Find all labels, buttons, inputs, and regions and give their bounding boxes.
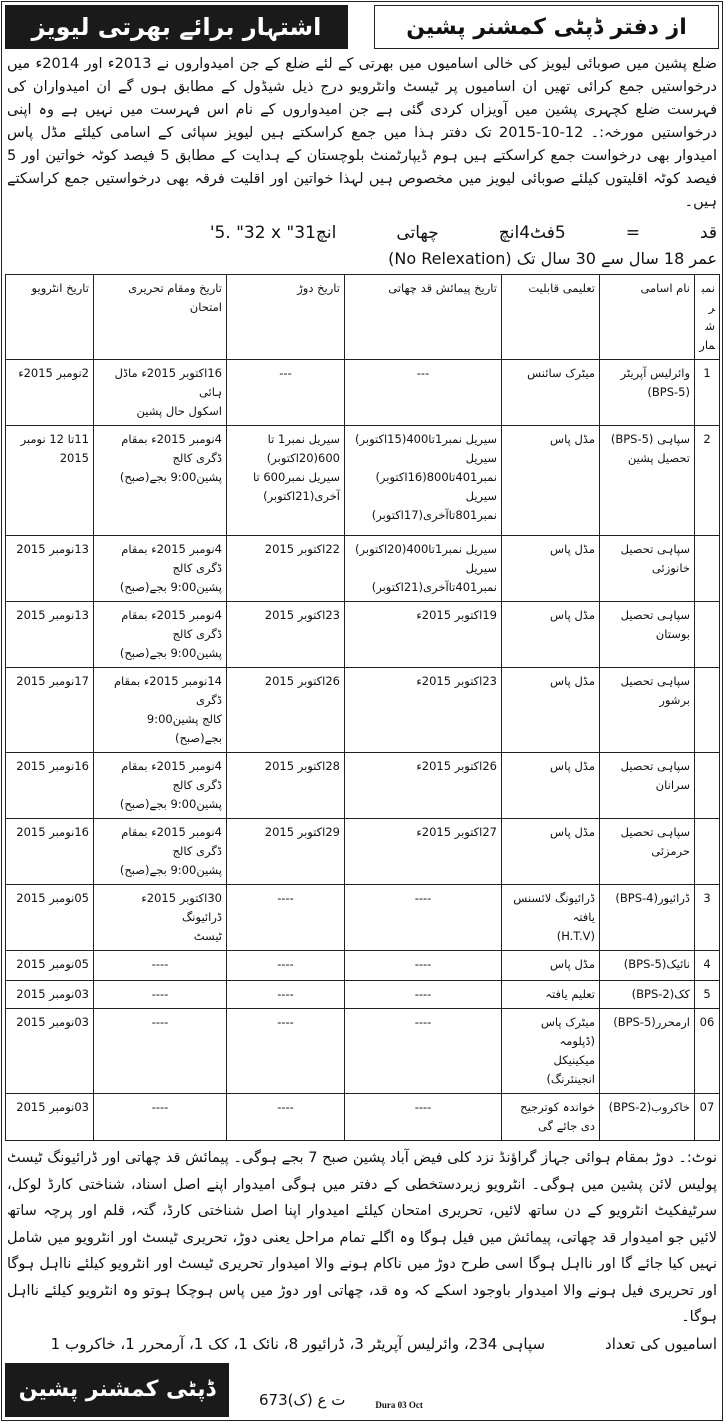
qualification-cell [502,602,600,668]
table-row [6,885,720,951]
interview-date-cell [6,426,94,536]
cell-line: خواندہ کوترجیح دی جائے گی [520,1100,595,1133]
cell-line: 4نومبر 2015ء بمقام ڈگری کالج [121,759,222,792]
serial-cell: 5 [695,981,720,1009]
cell-line: 22اکتوبر 2015 [264,542,340,556]
cell-line: 4نومبر 2015ء بمقام ڈگری کالج [121,608,222,641]
cell-line: وائرلیس آپریٹر [620,366,690,380]
chest-label: چھاتی [396,223,439,243]
table-body [6,360,720,1141]
cell-line: سیریل نمبر401تاآخری(21اکتوبر) [371,561,497,594]
exam-cell [94,668,227,753]
interview-date-cell [6,951,94,981]
cell-line: 4نومبر 2015ء بمقام ڈگری کالج [121,432,222,465]
cell-line: سپاہی تحصیل خانوزئی [620,542,690,575]
post-cell [600,602,695,668]
cell-line: اسکول حال پشین [136,404,222,418]
cell-line: سپاہی (BPS-5) [610,432,690,446]
serial-cell [695,753,720,819]
cell-line: 14نومبر 2015ء بمقام ڈگری [113,674,222,707]
table-row [6,536,720,602]
post-cell [600,668,695,753]
exam-cell [94,360,227,426]
measurement-cell [345,1009,502,1094]
cell-line: سیریل نمبر1تا400(15اکتوبر) [355,432,497,446]
table-row [6,1094,720,1141]
cell-line: 29اکتوبر 2015 [264,825,340,839]
cell-line: ---- [151,1100,169,1114]
cell-line: --- [279,366,292,380]
ad-title: اشتہار برائے بھرتی لیویز [5,5,348,49]
exam-cell [94,1094,227,1141]
cell-line: (BPS-5) [647,385,690,399]
cell-line: سپاہی تحصیل حرمزئی [620,825,690,858]
serial-cell: 07 [695,1094,720,1141]
cell-line: تحصیل پشین [627,451,690,465]
dura-stamp: Dura 03 Oct [375,1399,423,1410]
cell-line: تعلیم یافتہ [545,987,595,1001]
cell-line: 23اکتوبر 2015ء [416,674,497,688]
qualification-cell [502,668,600,753]
header-measurement: تاریخ پیمائش قد چھاتی [345,275,502,360]
post-cell [600,951,695,981]
cell-line: مڈل پاس [550,542,595,556]
cell-line: نائیک(BPS-5) [623,957,690,971]
posts-count-label: اسامیوں کی تعداد [605,1334,717,1353]
cell-line: مڈل پاس [550,432,595,446]
cell-line: 16اکتوبر 2015ء ماڈل ہائی [114,366,222,399]
interview-date-cell [6,885,94,951]
cell-line: (H.T.V) [556,929,595,943]
height-value: 5فٹ4انچ [498,223,566,243]
qualification-cell [502,819,600,885]
cell-line: مڈل پاس [550,674,595,688]
cell-line: پشین9:00 بجے(صبح) [119,863,222,877]
serial-cell: 4 [695,951,720,981]
header-post: نام اسامی [600,275,695,360]
cell-line: 23اکتوبر 2015 [264,608,340,622]
reference-number: ت ع (ک)673 [259,1390,346,1409]
exam-cell [94,753,227,819]
posts-count-value: سپاہی 234، وائرلیس آپریٹر 3، ڈرائیور 8، نائک 1، کک 1، آرمحرر 1، خاکروب 1 [50,1334,546,1353]
cell-line: ---- [414,891,432,905]
exam-cell [94,536,227,602]
measurement-cell [345,885,502,951]
race-date-cell [227,1009,345,1094]
interview-date-cell [6,753,94,819]
cell-line: سپاہی تحصیل بوستان [620,608,690,641]
measurement-cell [345,819,502,885]
cell-line: مڈل پاس [550,608,595,622]
qualification-cell [502,885,600,951]
table-row [6,819,720,885]
post-cell [600,426,695,536]
cell-line: 2015 [59,451,89,465]
serial-cell [695,668,720,753]
exam-cell [94,885,227,951]
cell-line: 13نومبر 2015 [16,608,89,622]
office-title: از دفتر ڈپٹی کمشنر پشین [374,5,719,49]
cell-line: ---- [277,957,294,971]
measurement-cell [345,1094,502,1141]
race-date-cell [227,1094,345,1141]
cell-line: ارمحرر(BPS-5) [613,1015,690,1029]
schedule-table [5,274,720,1141]
qualification-cell [502,951,600,981]
post-cell [600,360,695,426]
race-date-cell [227,819,345,885]
table-row [6,668,720,753]
post-cell [600,1094,695,1141]
race-date-cell [227,602,345,668]
interview-date-cell [6,819,94,885]
equals-sign: = [625,223,640,243]
notes-paragraph: نوٹ:۔ دوڑ بمقام ہوائی جہاز گراؤنڈ نزد کلی فیض آباد پشین صبح 7 بجے ہوگی۔ پیمائش قد چھاتی اور ڈرائیونگ ٹیسٹ پولیس لائن پشین میں ہوگی۔ انٹرویو زیردستخطی کے دفتر میں ہوگی امیدوار اپنے اصل اسناد، شناختی کارڈ لوکل، سرٹیفکیٹ انٹرویو کے دن ساتھ لائیں، تحریری امتحان کیلئے امیدوار اپنا اصل شناختی کارڈ، گتہ، قلم اور پرچہ ساتھ لائیں جو امیدوار قد چھاتی، پیمائش میں فیل ہوگا وہ اگلے تمام مراحل یعنی دوڑ، تحریری ٹیسٹ اور انٹرویو میں شامل نہیں کیا جائے گا اور نااہل ہوگا اسی طرح دوڑ میں ناکام ہونے والا امیدوار تحریری ٹیسٹ اور انٹرویو کیلئے نااہل ہوگا اور تحریری فیل ہونے والا امیدوار باوجود اسکے کہ وہ قد، چھاتی اور دوڑ میں پاس ہوچکا ہوتو وہ انٹرویو کیلئے نااہل ہوگا۔ [7,1150,717,1325]
qualification-cell [502,536,600,602]
cell-line: ---- [414,1100,432,1114]
cell-line: 03نومبر 2015 [16,1015,89,1029]
cell-line: 19اکتوبر 2015ء [416,608,497,622]
exam-cell [94,981,227,1009]
measurement-cell [345,602,502,668]
serial-cell: 06 [695,1009,720,1094]
table-row [6,1009,720,1094]
race-date-cell [227,951,345,981]
cell-line: میٹرک سائنس [527,366,595,380]
serial-cell [695,536,720,602]
chest-value: '5. "32 x "31انچ [209,223,337,243]
cell-line: ---- [414,987,432,1001]
cell-line: 4نومبر 2015ء بمقام ڈگری کالج [121,825,222,858]
measurement-cell [345,981,502,1009]
cell-line: آخری(21اکتوبر) [263,489,340,503]
cell-line: ڈرائیونگ لائسنس یافتہ [513,891,595,924]
cell-line: مڈل پاس [550,957,595,971]
measurement-cell [345,360,502,426]
table-row [6,753,720,819]
measurements-line [5,220,719,246]
table-row [6,951,720,981]
cell-line: 2نومبر 2015ء [18,366,89,380]
cell-line: 27اکتوبر 2015ء [416,825,497,839]
cell-line: 03نومبر 2015 [16,1100,89,1114]
cell-line: سیریل نمبر600 تا [252,470,340,484]
cell-line: 28اکتوبر 2015 [264,759,340,773]
cell-line: پشین9:00 بجے(صبح) [119,797,222,811]
race-date-cell [227,360,345,426]
qualification-cell [502,1009,600,1094]
measurement-cell [345,536,502,602]
cell-line: 26اکتوبر 2015 [264,674,340,688]
cell-line: ---- [151,957,169,971]
cell-line: ---- [151,987,169,1001]
header-row [5,5,719,49]
exam-cell [94,602,227,668]
header-race: تاریخ دوڑ [227,275,345,360]
cell-line: مڈل پاس [550,825,595,839]
cell-line: سپاہی تحصیل برشور [620,674,690,707]
age-limit: عمر 18 سال سے 30 سال تک (No Relexation) [388,249,717,268]
qualification-cell [502,426,600,536]
header-written-exam: تاریخ ومقام تحریری امتحان [94,275,227,360]
exam-cell [94,819,227,885]
table-row [6,602,720,668]
cell-line: ٹیسٹ [193,929,222,943]
cell-line: ---- [277,1100,294,1114]
cell-line: ---- [414,1015,432,1029]
race-date-cell [227,753,345,819]
header-serial: نمبر شمار [695,275,720,360]
cell-line: سپاہی تحصیل سرانان [620,759,690,792]
serial-cell: 3 [695,885,720,951]
cell-line: ---- [277,1015,294,1029]
post-cell [600,536,695,602]
intro-paragraph: ضلع پشین میں صوبائی لیویز کی خالی اسامیوں میں بھرتی کے لئے ضلع کے جن امیدواروں نے 2013ء اور 2014ء میں درخواستیں جمع کرائی تھیں ان اسامیوں پر ٹیسٹ وانٹرویو درج ذیل شیڈول کے مطابق ہوں گے ان امیدواران کی فہرست ضلع کچہری پشین میں آویزاں کردی گئی ہے جن امیدواروں کے نام اس فہرست میں نہیں ہے وہ اپنی درخواستیں مورخہ:۔ 12-10-2015 تک دفتر ہذا میں جمع کراسکتے ہیں لیویز سپائی کے اسامی کیلئے مڈل پاس امیدوار بھی درخواست جمع کراسکتے ہیں ہوم ڈیپارٹمنٹ بلوچستان کے ہدایت کے مطابق 5 فیصد کوٹہ خواتین اور 5 فیصد کوٹہ اقلیتوں کیلئے صوبائی لیویز میں مخصوص ہیں لہذا خواتین اور اقلیت فرقہ بھی درخواستیں جمع کراسکتے ہیں۔ [7,56,717,210]
table-row [6,360,720,426]
cell-line: خاکروب(BPS-2) [608,1100,690,1114]
measurement-cell [345,951,502,981]
qualification-cell [502,981,600,1009]
cell-line: ---- [414,957,432,971]
interview-date-cell [6,1009,94,1094]
cell-line: 05نومبر 2015 [16,891,89,905]
exam-cell [94,426,227,536]
exam-cell [94,1009,227,1094]
post-cell [600,981,695,1009]
qualification-cell [502,753,600,819]
cell-line: مڈل پاس [550,759,595,773]
cell-line: ---- [277,891,294,905]
post-cell [600,1009,695,1094]
table-row [6,426,720,536]
cell-line: 4نومبر 2015ء بمقام ڈگری کالج [121,542,222,575]
cell-line: پشین9:00 بجے(صبح) [119,646,222,660]
cell-line: ---- [151,1015,169,1029]
measurement-cell [345,668,502,753]
table-header-row [6,275,720,360]
cell-line: سیریل نمبر1 تا [267,432,340,446]
qualification-cell [502,360,600,426]
cell-line: کالج پشین9:00 بجے(صبح) [146,712,222,745]
interview-date-cell [6,1094,94,1141]
post-cell [600,819,695,885]
cell-line: 03نومبر 2015 [16,987,89,1001]
cell-line: 30اکتوبر 2015ء ڈرائیونگ [141,891,222,924]
table-row [6,981,720,1009]
cell-line: 11تا 12 نومبر [20,432,89,446]
cell-line: سیریل نمبر401تا800(16اکتوبر) [375,451,497,484]
ad-border [1,1,723,1421]
serial-cell [695,602,720,668]
cell-line: 16نومبر 2015 [16,759,89,773]
cell-line: ---- [277,987,294,1001]
header-qualification: تعلیمی قابلیت [502,275,600,360]
serial-cell: 1 [695,360,720,426]
cell-line: پشین9:00 بجے(صبح) [119,470,222,484]
interview-date-cell [6,981,94,1009]
exam-cell [94,951,227,981]
cell-line: 16نومبر 2015 [16,825,89,839]
race-date-cell [227,981,345,1009]
cell-line: سیریل نمبر801تاآخری(17اکتوبر) [371,489,497,522]
cell-line: 13نومبر 2015 [16,542,89,556]
measurement-cell [345,753,502,819]
height-label: قد [699,223,717,243]
post-cell [600,885,695,951]
cell-line: 26اکتوبر 2015ء [416,759,497,773]
interview-date-cell [6,536,94,602]
interview-date-cell [6,668,94,753]
cell-line: کک(BPS-2) [631,987,690,1001]
serial-cell: 2 [695,426,720,536]
interview-date-cell [6,602,94,668]
cell-line: میکینیکل انجینئرنگ) [546,1053,595,1086]
signature-box: ڈپٹی کمشنر پشین [5,1363,229,1417]
cell-line: 17نومبر 2015 [16,674,89,688]
cell-line: 05نومبر 2015 [16,957,89,971]
qualification-cell [502,1094,600,1141]
cell-line: ڈرائیور(BPS-4) [615,891,690,905]
race-date-cell [227,426,345,536]
race-date-cell [227,668,345,753]
measurement-cell [345,426,502,536]
cell-line: 600(20اکتوبر) [266,451,340,465]
posts-count [5,1331,719,1357]
interview-date-cell [6,360,94,426]
cell-line: پشین9:00 بجے(صبح) [119,580,222,594]
cell-line: میٹرک پاس (ڈپلومہ [540,1015,595,1048]
race-date-cell [227,536,345,602]
post-cell [600,753,695,819]
race-date-cell [227,885,345,951]
cell-line: سیریل نمبر1تا400(20اکتوبر) [355,542,497,556]
footer-row [5,1357,719,1417]
cell-line: --- [416,366,430,380]
header-interview: تاریخ انٹرویو [6,275,94,360]
serial-cell [695,819,720,885]
